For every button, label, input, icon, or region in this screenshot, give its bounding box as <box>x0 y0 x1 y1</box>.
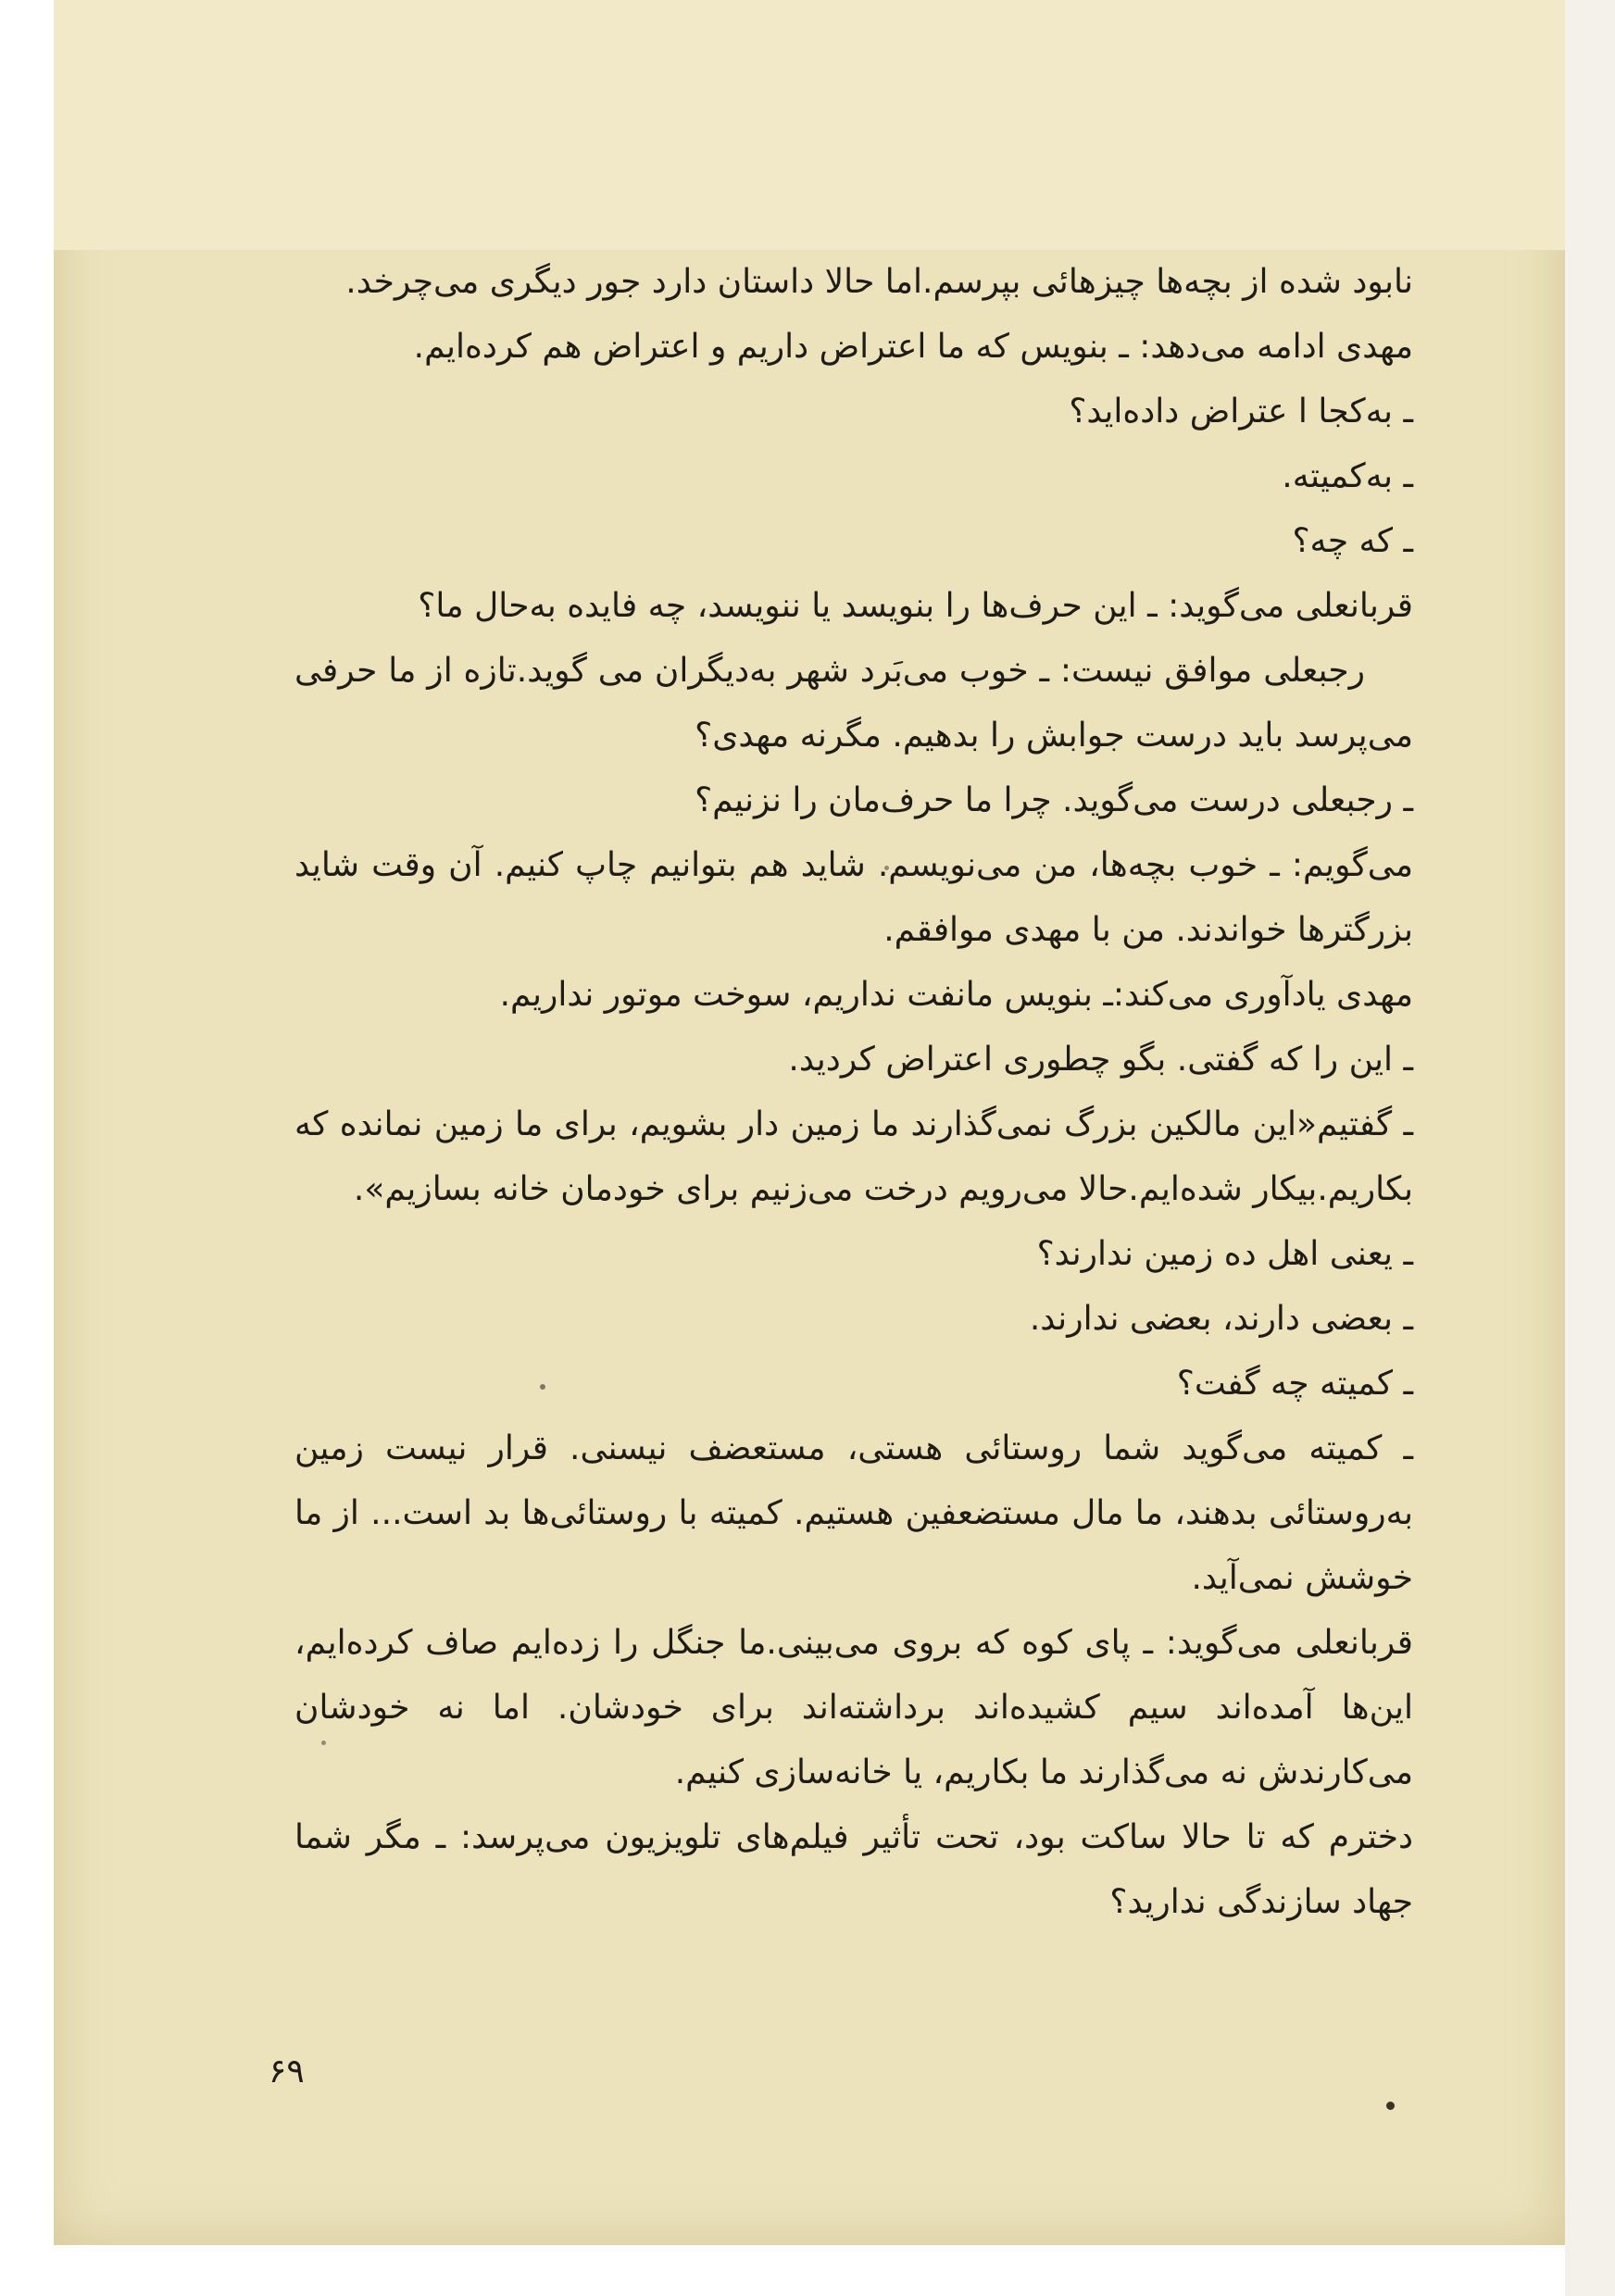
ink-speck <box>1386 2102 1395 2110</box>
paragraph: می‌گویم: ـ خوب بچه‌ها، من می‌نویسم. شاید هم بتوانیم چاپ کنیم. آن وقت شاید بزرگترها خواندند. من با مهدی موافقم. <box>294 846 1413 949</box>
scanner-edge <box>1565 0 1615 2296</box>
page-number: ۶۹ <box>269 2053 305 2090</box>
paper-top-shade <box>54 0 1565 250</box>
paragraph: ـ گفتیم«این مالکین بزرگ نمی‌گذارند ما زمین دار بشویم، برای ما زمین نمانده که بکاریم.بیکار شده‌ایم.حالا می‌رویم درخت می‌زنیم برای خودمان خانه بسازیم». <box>294 1105 1413 1208</box>
paragraph: ـ یعنی اهل ده زمین ندارند؟ <box>1036 1235 1413 1273</box>
paragraph: مهدی ادامه می‌دهد: ـ بنویس که ما اعتراض داریم و اعتراض هم کرده‌ایم. <box>413 328 1413 366</box>
paragraph: ـ به‌کمیته. <box>1282 457 1413 495</box>
paragraph: دخترم که تا حالا ساکت بود، تحت تأثیر فیلم‌های تلویزیون می‌پرسد: ـ مگر شما جهاد سازندگی ندارید؟ <box>294 1818 1413 1921</box>
paragraph: ـ کمیته می‌گوید شما روستائی هستی، مستعضف نیسنی. قرار نیست زمین به‌روستائی بدهند، ما مال مستضعفین هستیم. کمیته با روستائی‌ها بد است... از ما خوشش نمی‌آید. <box>294 1429 1413 1597</box>
paragraph: ـ رجبعلی درست می‌گوید. چرا ما حرف‌مان را نزنیم؟ <box>695 781 1413 819</box>
paragraph: مهدی یادآوری می‌کند:ـ بنویس مانفت نداریم، سوخت موتور نداریم. <box>499 976 1413 1014</box>
paragraph: ـ کمیته چه گفت؟ <box>1176 1365 1413 1403</box>
body-text <box>294 250 1413 1935</box>
paragraph: ـ که چه؟ <box>1292 522 1413 560</box>
paragraph: قربانعلی می‌گوید: ـ این حرف‌ها را بنویسد یا ننویسد، چه فایده به‌حال ما؟ <box>418 587 1413 625</box>
paragraph: قربانعلی می‌گوید: ـ پای کوه که بروی می‌بینی.ما جنگل را زده‌ایم صاف کرده‌ایم، این‌ها آمده‌اند سیم کشیده‌اند برداشته‌اند برای خودشان. اما نه خودشان می‌کارندش نه می‌گذارند ما بکاریم، یا خانه‌سازی کنیم. <box>294 1624 1413 1791</box>
paragraph: ـ به‌کجا ا عتراض داده‌اید؟ <box>1069 393 1413 430</box>
paragraph: ـ بعضی دارند، بعضی ندارند. <box>1029 1300 1413 1338</box>
paragraph: ـ این را که گفتی. بگو چطوری اعتراض کردید. <box>788 1041 1413 1079</box>
paragraph: رجبعلی موافق نیست: ـ خوب می‌بَرد شهر به‌دیگران می گوید.تازه از ما حرفی می‌پرسد باید درست جوابش را بدهیم. مگرنه مهدی؟ <box>294 652 1413 755</box>
paragraph: نابود شده از بچه‌ها چیزهائی بپرسم.اما حالا داستان دارد جور دیگری می‌چرخد. <box>345 263 1413 301</box>
